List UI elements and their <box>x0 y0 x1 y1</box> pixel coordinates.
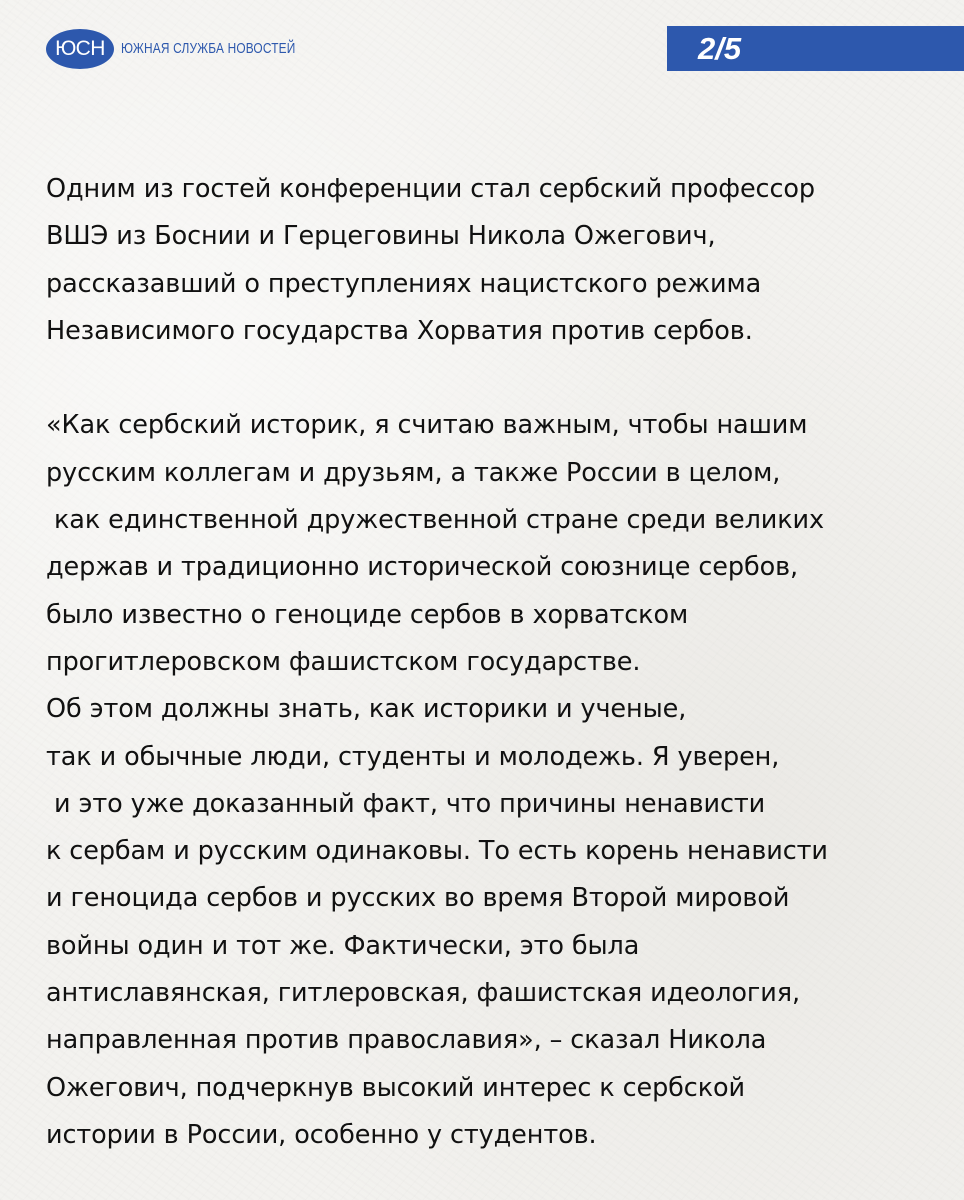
brand-logo <box>46 28 334 70</box>
text-line: рассказавший о преступлениях нацистского режима <box>46 268 762 299</box>
logo-mark: ЮСН <box>46 29 114 69</box>
paragraph-2 <box>46 402 946 1159</box>
text-line: направленная против православия», – сказал Никола <box>46 1025 767 1056</box>
text-line: и геноцида сербов и русских во время Второй мировой <box>46 883 790 914</box>
text-line: истории в России, особенно у студентов. <box>46 1119 597 1150</box>
paragraph-1 <box>46 166 946 355</box>
text-line: прогитлеровском фашистском государстве. <box>46 646 641 677</box>
text-line: антиславянская, гитлеровская, фашистская идеология, <box>46 978 800 1009</box>
text-line: Об этом должны знать, как историки и ученые, <box>46 694 687 725</box>
text-line: и это уже доказанный факт, что причины ненависти <box>46 788 766 819</box>
paragraph-spacer <box>46 355 946 402</box>
article-body <box>46 166 946 1159</box>
text-line: было известно о геноциде сербов в хорватском <box>46 599 689 630</box>
logo-name: ЮЖНАЯ СЛУЖБА НОВОСТЕЙ <box>121 41 296 57</box>
text-line: к сербам и русским одинаковы. То есть корень ненависти <box>46 836 828 867</box>
page-indicator: 2/5 <box>698 30 742 66</box>
text-line: Одним из гостей конференции стал сербский профессор <box>46 174 815 204</box>
text-line: Ожегович, подчеркнув высокий интерес к сербской <box>46 1072 746 1103</box>
text-line: Независимого государства Хорватия против сербов. <box>46 315 753 346</box>
text-line: «Как сербский историк, я считаю важным, чтобы нашим <box>46 410 808 441</box>
text-line: как единственной дружественной стране среди великих <box>46 505 825 536</box>
text-line: русским коллегам и друзьям, а также России в целом, <box>46 457 781 488</box>
text-line: держав и традиционно исторической союзнице сербов, <box>46 552 799 583</box>
text-line: войны один и тот же. Фактически, это была <box>46 930 640 961</box>
text-line: ВШЭ из Боснии и Герцеговины Никола Ожегович, <box>46 221 716 252</box>
text-line: так и обычные люди, студенты и молодежь. Я уверен, <box>46 741 780 772</box>
page-indicator-badge <box>667 26 964 71</box>
